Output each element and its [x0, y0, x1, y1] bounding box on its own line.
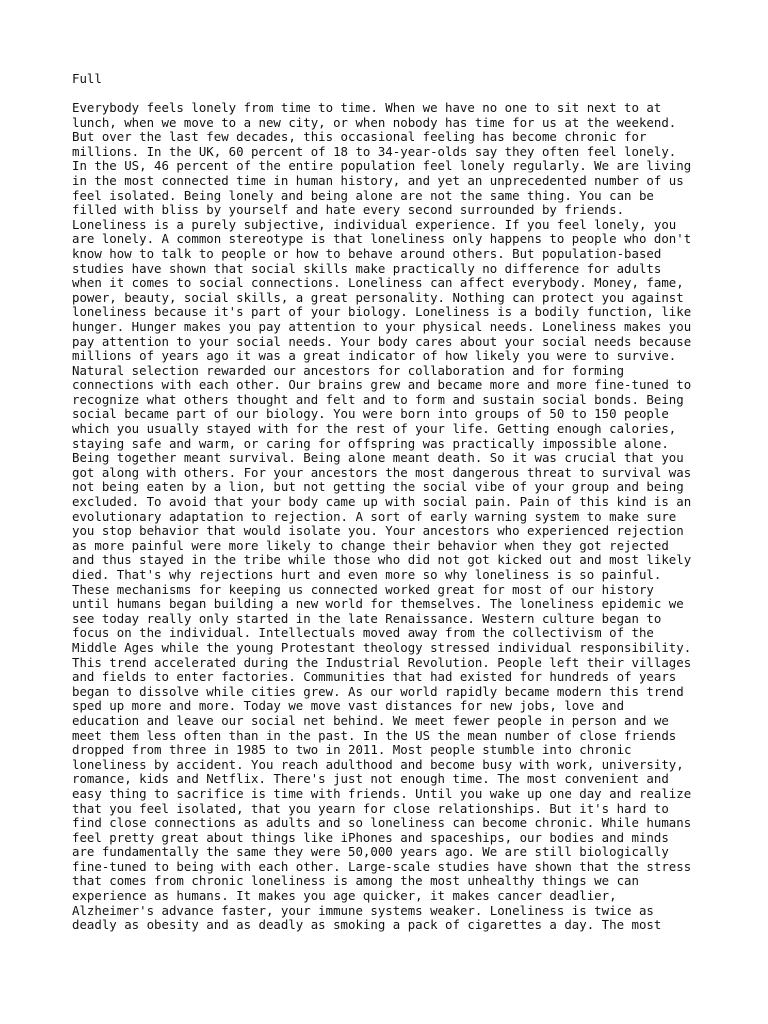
text-line: Everybody feels lonely from time to time. When we have no one to sit next to at [72, 100, 662, 115]
text-line: This trend accelerated during the Industrial Revolution. People left their villages [72, 654, 692, 670]
text-line: power, beauty, social skills, a great personality. Nothing can protect you against [72, 289, 684, 305]
text-line: in the most connected time in human history, and yet an unprecedented number of us [72, 172, 684, 188]
text-line: feel isolated. Being lonely and being alone are not the same thing. You can be [72, 187, 654, 203]
text-line: These mechanisms for keeping us connected worked great for most of our history [72, 581, 654, 597]
text-line: began to dissolve while cities grew. As our world rapidly became modern this trend [72, 683, 684, 699]
text-line: loneliness by accident. You reach adulthood and become busy with work, university, [72, 756, 684, 772]
text-line: evolutionary adaptation to rejection. A sort of early warning system to make sure [72, 508, 677, 524]
text-line: focus on the individual. Intellectuals moved away from the collectivism of the [72, 625, 654, 641]
text-line: are fundamentally the same they were 50,000 years ago. We are still biologically [72, 844, 669, 860]
text-line: see today really only started in the late Renaissance. Western culture began to [72, 610, 662, 626]
text-line: that you feel isolated, that you yearn for close relationships. But it's hard to [72, 800, 669, 816]
text-line: studies have shown that social skills make practically no difference for adults [72, 260, 662, 276]
text-line: until humans began building a new world for themselves. The loneliness epidemic we [72, 596, 684, 612]
text-line: fine-tuned to being with each other. Large-scale studies have shown that the stress [72, 858, 692, 874]
text-line: which you usually stayed with for the rest of your life. Getting enough calories, [72, 421, 677, 437]
text-line: died. That's why rejections hurt and even more so why loneliness is so painful. [72, 567, 662, 582]
text-line: find close connections as adults and so loneliness can become chronic. While humans [72, 815, 692, 831]
text-line: education and leave our social net behind. We meet fewer people in person and we [72, 712, 669, 728]
text-line: In the US, 46 percent of the entire population feel lonely regularly. We are living [72, 158, 692, 174]
text-line: lunch, when we move to a new city, or when nobody has time for us at the weekend. [72, 114, 677, 130]
text-line: romance, kids and Netflix. There's just not enough time. The most convenient and [72, 771, 669, 787]
text-line: loneliness because it's part of your biology. Loneliness is a bodily function, like [72, 304, 692, 320]
text-line: millions of years ago it was a great indicator of how likely you were to survive. [72, 348, 677, 364]
text-line: filled with bliss by yourself and hate every second surrounded by friends. [72, 202, 625, 218]
document-heading: Full [72, 71, 102, 86]
text-line: deadly as obesity and as deadly as smoking a pack of cigarettes a day. The most [72, 917, 662, 933]
text-line: Loneliness is a purely subjective, individual experience. If you feel lonely, you [72, 216, 677, 232]
text-line: and fields to enter factories. Communities that had existed for hundreds of years [72, 669, 677, 685]
text-line: that comes from chronic loneliness is among the most unhealthy things we can [72, 873, 639, 889]
text-line: feel pretty great about things like iPhones and spaceships, our bodies and minds [72, 829, 669, 845]
text-line: connections with each other. Our brains grew and became more and more fine-tuned to [72, 377, 692, 393]
text-line: pay attention to your social needs. Your body cares about your social needs because [72, 333, 692, 349]
text-line: But over the last few decades, this occasional feeling has become chronic for [72, 129, 647, 145]
text-line: staying safe and warm, or caring for offspring was practically impossible alone. [72, 435, 669, 451]
text-line: dropped from three in 1985 to two in 2011. Most people stumble into chronic [72, 742, 632, 758]
text-line: not being eaten by a lion, but not getting the social vibe of your group and being [72, 479, 684, 495]
text-line: Being together meant survival. Being alone meant death. So it was crucial that you [72, 450, 684, 466]
text-line: as more painful were more likely to change their behavior when they got rejected [72, 537, 669, 553]
text-line: you stop behavior that would isolate you. Your ancestors who experienced rejection [72, 523, 684, 539]
text-line: hunger. Hunger makes you pay attention to your physical needs. Loneliness makes you [72, 318, 692, 334]
text-line: and thus stayed in the tribe while those who did not got kicked out and most likely [72, 552, 692, 568]
text-line: experience as humans. It makes you age quicker, it makes cancer deadlier, [72, 888, 617, 904]
text-line: easy thing to sacrifice is time with friends. Until you wake up one day and realize [72, 785, 692, 801]
text-line: social became part of our biology. You were born into groups of 50 to 150 people [72, 406, 669, 422]
text-line: know how to talk to people or how to behave around others. But population-based [72, 245, 662, 261]
text-line: excluded. To avoid that your body came up with social pain. Pain of this kind is an [72, 494, 692, 510]
text-line: got along with others. For your ancestors the most dangerous threat to survival was [72, 464, 692, 480]
text-line: Natural selection rewarded our ancestors for collaboration and for forming [72, 362, 625, 378]
text-line: recognize what others thought and felt and to form and sustain social bonds. Being [72, 391, 684, 407]
document-body [72, 101, 712, 933]
text-line: are lonely. A common stereotype is that loneliness only happens to people who don't [72, 231, 692, 247]
text-line: Middle Ages while the young Protestant theology stressed individual responsibility. [72, 639, 692, 655]
text-line: Alzheimer's advance faster, your immune systems weaker. Loneliness is twice as [72, 902, 654, 918]
text-line: millions. In the UK, 60 percent of 18 to 34-year-olds say they often feel lonely. [72, 143, 677, 159]
text-line: when it comes to social connections. Loneliness can affect everybody. Money, fame, [72, 275, 684, 291]
text-line: sped up more and more. Today we move vast distances for new jobs, love and [72, 698, 625, 714]
text-line: meet them less often than in the past. In the US the mean number of close friends [72, 727, 677, 743]
